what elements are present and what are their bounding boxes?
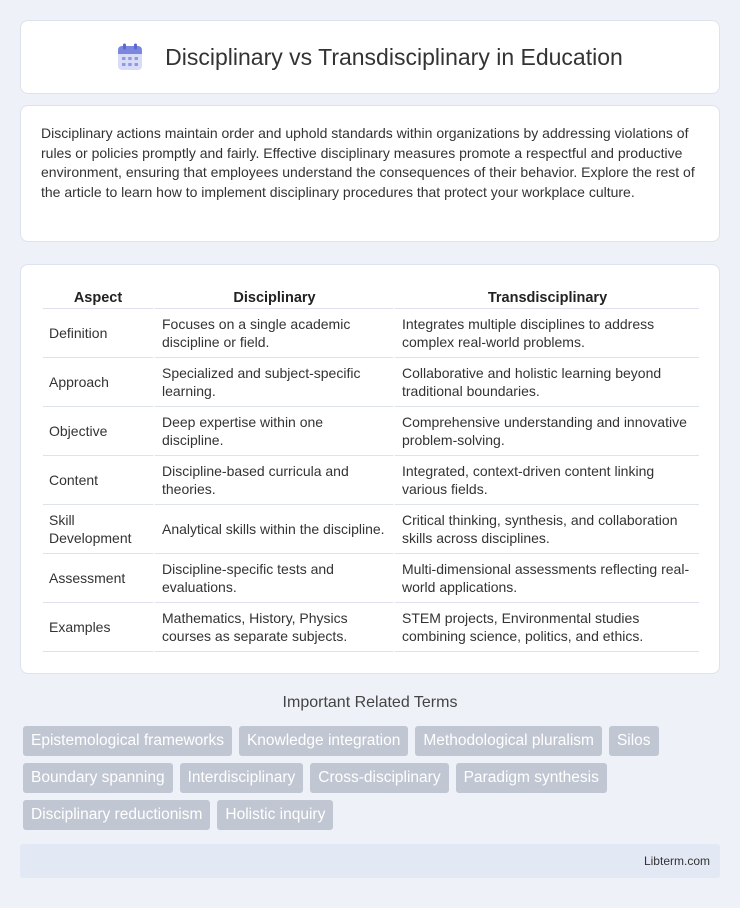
row-disciplinary-cell: Analytical skills within the discipline. (153, 505, 393, 554)
table-row (43, 358, 699, 407)
intro-paragraph: Disciplinary actions maintain order and uphold standards within organizations by addressing violations of rules or policies promptly and fairly. Effective disciplinary measures promote a respectful and productive environment, ensuring that employees understand the consequences of their behavior. Explore the rest of the article to learn how to implement disciplinary procedures that protect your workplace culture. (41, 125, 695, 200)
table-row (43, 309, 699, 358)
table-row (43, 554, 699, 603)
table-row (43, 603, 699, 652)
related-terms-tags (23, 726, 723, 830)
tag-boundary-spanning[interactable]: Boundary spanning (23, 763, 173, 793)
row-transdisciplinary-cell: Integrated, context-driven content linking various fields. (393, 456, 699, 505)
tag-methodological-pluralism[interactable]: Methodological pluralism (415, 726, 602, 756)
row-disciplinary-cell: Specialized and subject-specific learning. (153, 358, 393, 407)
intro-card (20, 105, 720, 242)
row-aspect-cell: Content (43, 456, 153, 505)
table-row (43, 407, 699, 456)
row-aspect-cell: Objective (43, 407, 153, 456)
column-header-aspect: Aspect (43, 285, 153, 309)
tag-cross-disciplinary[interactable]: Cross-disciplinary (310, 763, 448, 793)
footer (20, 844, 720, 878)
footer-site-link[interactable]: Libterm.com (643, 854, 710, 868)
column-header-disciplinary: Disciplinary (153, 285, 393, 309)
related-terms-heading: Important Related Terms (282, 694, 458, 711)
header (117, 43, 623, 71)
comparison-table (43, 285, 699, 652)
row-transdisciplinary-cell: Multi-dimensional assessments reflecting real-world applications. (393, 554, 699, 603)
row-transdisciplinary-cell: Comprehensive understanding and innovative problem-solving. (393, 407, 699, 456)
row-transdisciplinary-cell: Integrates multiple disciplines to address complex real-world problems. (393, 309, 699, 358)
row-disciplinary-cell: Focuses on a single academic discipline or field. (153, 309, 393, 358)
row-aspect-cell: Approach (43, 358, 153, 407)
row-disciplinary-cell: Discipline-based curricula and theories. (153, 456, 393, 505)
table-row (43, 505, 699, 554)
row-disciplinary-cell: Mathematics, History, Physics courses as separate subjects. (153, 603, 393, 652)
row-aspect-cell: Definition (43, 309, 153, 358)
tag-silos[interactable]: Silos (609, 726, 659, 756)
header-card (20, 20, 720, 94)
row-disciplinary-cell: Deep expertise within one discipline. (153, 407, 393, 456)
tag-interdisciplinary[interactable]: Interdisciplinary (180, 763, 304, 793)
tag-holistic-inquiry[interactable]: Holistic inquiry (217, 800, 333, 830)
row-aspect-cell: Examples (43, 603, 153, 652)
row-transdisciplinary-cell: Collaborative and holistic learning beyond traditional boundaries. (393, 358, 699, 407)
tag-knowledge-integration[interactable]: Knowledge integration (239, 726, 408, 756)
tag-disciplinary-reductionism[interactable]: Disciplinary reductionism (23, 800, 210, 830)
row-disciplinary-cell: Discipline-specific tests and evaluations. (153, 554, 393, 603)
comparison-table-card (20, 264, 720, 674)
row-transdisciplinary-cell: Critical thinking, synthesis, and collaboration skills across disciplines. (393, 505, 699, 554)
row-aspect-cell: Assessment (43, 554, 153, 603)
row-aspect-cell: Skill Development (43, 505, 153, 554)
page-title: Disciplinary vs Transdisciplinary in Education (165, 43, 623, 70)
table-header-row (43, 285, 699, 309)
calendar-icon (117, 43, 143, 71)
row-transdisciplinary-cell: STEM projects, Environmental studies combining science, politics, and ethics. (393, 603, 699, 652)
tag-paradigm-synthesis[interactable]: Paradigm synthesis (456, 763, 607, 793)
column-header-transdisciplinary: Transdisciplinary (393, 285, 699, 309)
table-row (43, 456, 699, 505)
tag-epistemological-frameworks[interactable]: Epistemological frameworks (23, 726, 232, 756)
